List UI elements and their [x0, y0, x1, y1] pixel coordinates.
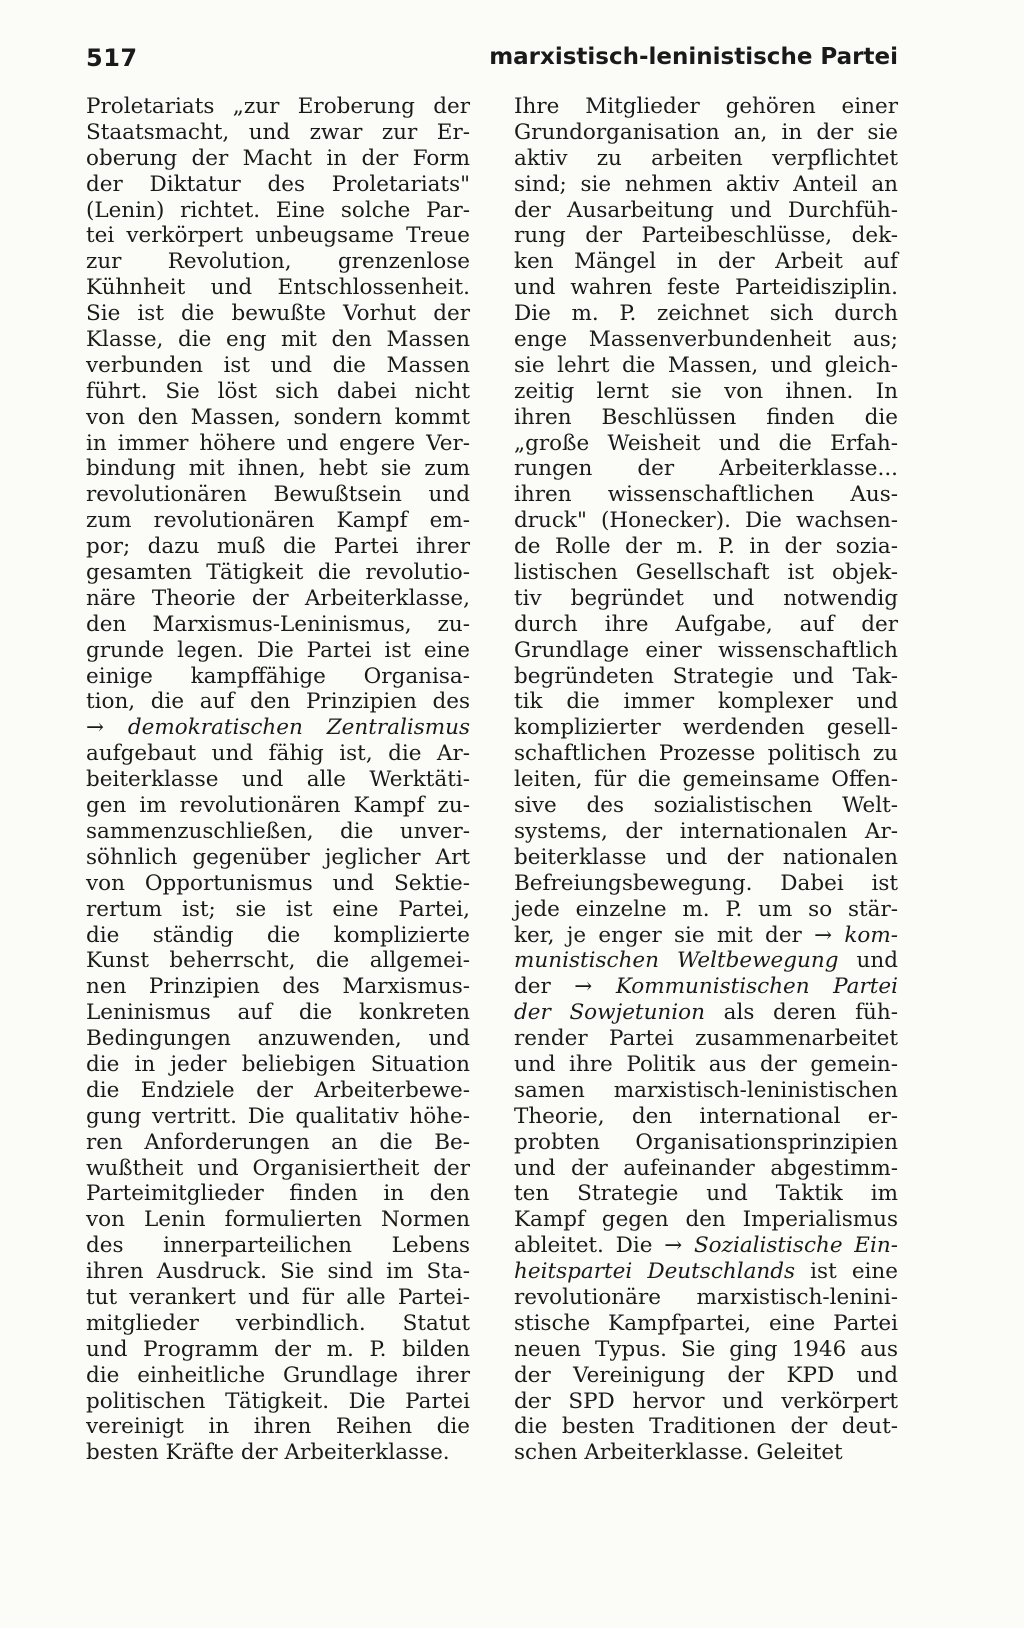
text-line: der Vereinigung der KPD und	[514, 1362, 898, 1388]
text-line: rung der Parteibeschlüsse, dek-	[514, 223, 898, 249]
text-line: gesamten Tätigkeit die revolutio-	[86, 560, 470, 586]
page-number: 517	[86, 44, 138, 72]
text-line: → demokratischen Zentralismus	[86, 715, 470, 741]
text-line: durch ihre Aufgabe, auf der	[514, 611, 898, 637]
text-line: ren Anforderungen an die Be-	[86, 1129, 470, 1155]
text-line: stische Kampfpartei, eine Partei	[514, 1310, 898, 1336]
text-line: Staatsmacht, und zwar zur Er-	[86, 119, 470, 145]
text-line: von Lenin formulierten Normen	[86, 1207, 470, 1233]
text-line: sind; sie nehmen aktiv Anteil an	[514, 171, 898, 197]
text-line: der Diktatur des Proletariats"	[86, 171, 470, 197]
text-line: revolutionäre marxistisch-lenini-	[514, 1284, 898, 1310]
text-line: nen Prinzipien des Marxismus-	[86, 974, 470, 1000]
text-line: und der aufeinander abgestimm-	[514, 1155, 898, 1181]
text-line: mitglieder verbindlich. Statut	[86, 1310, 470, 1336]
text-line: Kampf gegen den Imperialismus	[514, 1207, 898, 1233]
text-line: der Ausarbeitung und Durchfüh-	[514, 197, 898, 223]
text-line: systems, der internationalen Ar-	[514, 818, 898, 844]
text-line: Grundorganisation an, in der sie	[514, 119, 898, 145]
text-line: Klasse, die eng mit den Massen	[86, 327, 470, 353]
running-head: marxistisch-leninistische Partei	[489, 44, 898, 70]
text-line: munistischen Weltbewegung und	[514, 948, 898, 974]
text-line: und ihre Politik aus der gemein-	[514, 1051, 898, 1077]
text-line: verbunden ist und die Massen	[86, 352, 470, 378]
text-line: komplizierter werdenden gesell-	[514, 715, 898, 741]
text-column-left	[86, 94, 470, 1466]
text-line: jede einzelne m. P. um so stär-	[514, 896, 898, 922]
text-line: samen marxistisch-leninistischen	[514, 1077, 898, 1103]
text-line: schen Arbeiterklasse. Geleitet	[514, 1440, 843, 1466]
text-line: und wahren feste Parteidisziplin.	[514, 275, 898, 301]
text-line: ker, je enger sie mit der → kom-	[514, 922, 898, 948]
text-line: zeitig lernt sie von ihnen. In	[514, 378, 898, 404]
text-line: aufgebaut und fähig ist, die Ar-	[86, 741, 470, 767]
text-line: „große Weisheit und die Erfah-	[514, 430, 898, 456]
text-line: von Opportunismus und Sektie-	[86, 870, 470, 896]
text-line: die besten Traditionen der deut-	[514, 1414, 898, 1440]
text-line: ihren wissenschaftlichen Aus-	[514, 482, 898, 508]
text-line: zur Revolution, grenzenlose	[86, 249, 470, 275]
text-line: enge Massenverbundenheit aus;	[514, 327, 898, 353]
text-line: heitspartei Deutschlands ist eine	[514, 1259, 898, 1285]
text-column-right	[514, 94, 898, 1466]
text-line: Parteimitglieder finden in den	[86, 1181, 470, 1207]
text-line: sammenzuschließen, die unver-	[86, 818, 470, 844]
text-line: beiterklasse und der nationalen	[514, 844, 898, 870]
text-line: näre Theorie der Arbeiterklasse,	[86, 585, 470, 611]
text-line: de Rolle der m. P. in der sozia-	[514, 534, 898, 560]
text-line: listischen Gesellschaft ist objek-	[514, 560, 898, 586]
text-line: (Lenin) richtet. Eine solche Par-	[86, 197, 470, 223]
text-line: ken Mängel in der Arbeit auf	[514, 249, 898, 275]
text-line: tik die immer komplexer und	[514, 689, 898, 715]
text-line: und Programm der m. P. bilden	[86, 1336, 470, 1362]
text-line: sive des sozialistischen Welt-	[514, 793, 898, 819]
text-line: die in jeder beliebigen Situation	[86, 1051, 470, 1077]
text-line: der Sowjetunion als deren füh-	[514, 1000, 898, 1026]
text-line: Grundlage einer wissenschaftlich	[514, 637, 898, 663]
text-line: Leninismus auf die konkreten	[86, 1000, 470, 1026]
text-line: Theorie, den international er-	[514, 1103, 898, 1129]
text-line: von den Massen, sondern kommt	[86, 404, 470, 430]
text-line: begründeten Strategie und Tak-	[514, 663, 898, 689]
text-line: vereinigt in ihren Reihen die	[86, 1414, 470, 1440]
text-line: rungen der Arbeiterklasse...	[514, 456, 898, 482]
text-line: der SPD hervor und verkörpert	[514, 1388, 898, 1414]
text-line: gung vertritt. Die qualitativ höhe-	[86, 1103, 470, 1129]
text-line: des innerparteilichen Lebens	[86, 1233, 470, 1259]
text-line: render Partei zusammenarbeitet	[514, 1026, 898, 1052]
text-line: druck" (Honecker). Die wachsen-	[514, 508, 898, 534]
text-line: die ständig die komplizierte	[86, 922, 470, 948]
text-line: Sie ist die bewußte Vorhut der	[86, 301, 470, 327]
text-line: probten Organisationsprinzipien	[514, 1129, 898, 1155]
text-line: Befreiungsbewegung. Dabei ist	[514, 870, 898, 896]
text-line: besten Kräfte der Arbeiterklasse.	[86, 1440, 450, 1466]
text-line: zum revolutionären Kampf em-	[86, 508, 470, 534]
text-line: der → Kommunistischen Partei	[514, 974, 898, 1000]
text-line: grunde legen. Die Partei ist eine	[86, 637, 470, 663]
text-line: tiv begründet und notwendig	[514, 585, 898, 611]
text-line: in immer höhere und engere Ver-	[86, 430, 470, 456]
text-line: schaftlichen Prozesse politisch zu	[514, 741, 898, 767]
text-line: gen im revolutionären Kampf zu-	[86, 793, 470, 819]
text-line: Bedingungen anzuwenden, und	[86, 1026, 470, 1052]
text-line: ten Strategie und Taktik im	[514, 1181, 898, 1207]
text-line: wußtheit und Organisiertheit der	[86, 1155, 470, 1181]
text-line: die Endziele der Arbeiterbewe-	[86, 1077, 470, 1103]
text-line: Kunst beherrscht, die allgemei-	[86, 948, 470, 974]
text-line: ihren Ausdruck. Sie sind im Sta-	[86, 1259, 470, 1285]
text-line: Kühnheit und Entschlossenheit.	[86, 275, 470, 301]
text-line: führt. Sie löst sich dabei nicht	[86, 378, 470, 404]
text-line: die einheitliche Grundlage ihrer	[86, 1362, 470, 1388]
text-line: Die m. P. zeichnet sich durch	[514, 301, 898, 327]
text-line: ableitet. Die → Sozialistische Ein-	[514, 1233, 898, 1259]
text-line: ihren Beschlüssen finden die	[514, 404, 898, 430]
text-line: den Marxismus-Leninismus, zu-	[86, 611, 470, 637]
text-line: söhnlich gegenüber jeglicher Art	[86, 844, 470, 870]
text-line: Proletariats „zur Eroberung der	[86, 94, 470, 119]
text-line: einige kampffähige Organisa-	[86, 663, 470, 689]
text-line: tut verankert und für alle Partei-	[86, 1284, 470, 1310]
text-line: neuen Typus. Sie ging 1946 aus	[514, 1336, 898, 1362]
text-line: rertum ist; sie ist eine Partei,	[86, 896, 470, 922]
text-line: leiten, für die gemeinsame Offen-	[514, 767, 898, 793]
text-line: tei verkörpert unbeugsame Treue	[86, 223, 470, 249]
text-line: Ihre Mitglieder gehören einer	[514, 94, 898, 119]
text-line: revolutionären Bewußtsein und	[86, 482, 470, 508]
text-line: sie lehrt die Massen, und gleich-	[514, 352, 898, 378]
text-line: aktiv zu arbeiten verpflichtet	[514, 145, 898, 171]
text-line: politischen Tätigkeit. Die Partei	[86, 1388, 470, 1414]
text-line: bindung mit ihnen, hebt sie zum	[86, 456, 470, 482]
text-line: por; dazu muß die Partei ihrer	[86, 534, 470, 560]
text-line: tion, die auf den Prinzipien des	[86, 689, 470, 715]
text-line: beiterklasse und alle Werktäti-	[86, 767, 470, 793]
text-line: oberung der Macht in der Form	[86, 145, 470, 171]
